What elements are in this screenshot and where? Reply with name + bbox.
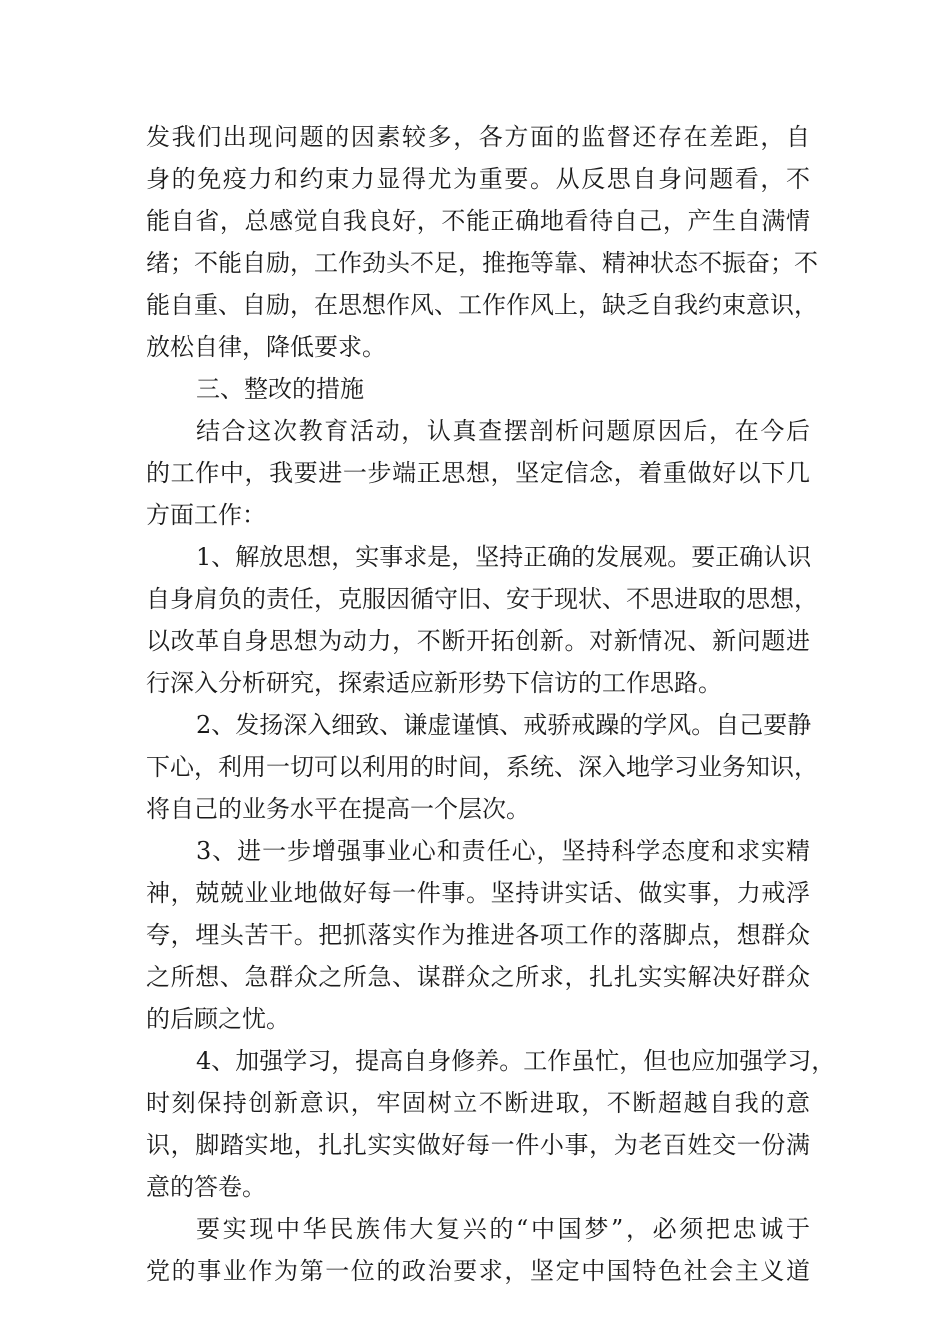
body-text	[146, 116, 836, 1292]
text-line: 绪；不能自励，工作劲头不足，推拖等靠、精神状态不振奋；不	[146, 249, 818, 277]
text-line: 能自重、自励，在思想作风、工作作风上，缺乏自我约束意识，	[146, 291, 818, 319]
text-line: 识，脚踏实地，扎扎实实做好每一件小事，为老百姓交一份满	[146, 1131, 810, 1159]
text-line: 的后顾之忧。	[146, 1005, 290, 1033]
text-line: 神，兢兢业业地做好每一件事。坚持讲实话、做实事，力戒浮	[146, 879, 810, 907]
text-line: 以改革自身思想为动力，不断开拓创新。对新情况、新问题进	[146, 627, 810, 655]
text-line: 4、加强学习，提高自身修养。工作虽忙，但也应加强学习，	[196, 1047, 836, 1075]
text-line: 夸，埋头苦干。把抓落实作为推进各项工作的落脚点，想群众	[146, 921, 810, 949]
text-line: 方面工作：	[146, 501, 266, 529]
text-line: 能自省，总感觉自我良好，不能正确地看待自己，产生自满情	[146, 207, 810, 235]
text-line: 之所想、急群众之所急、谋群众之所求，扎扎实实解决好群众	[146, 963, 810, 991]
text-line: 下心，利用一切可以利用的时间，系统、深入地学习业务知识，	[146, 753, 818, 781]
text-line: 3、进一步增强事业心和责任心，坚持科学态度和求实精	[196, 837, 810, 865]
text-line: 结合这次教育活动，认真查摆剖析问题原因后，在今后	[196, 417, 810, 445]
text-line: 身的免疫力和约束力显得尤为重要。从反思自身问题看，不	[146, 165, 810, 193]
text-line: 将自己的业务水平在提高一个层次。	[146, 795, 530, 823]
text-line: 1、解放思想，实事求是，坚持正确的发展观。要正确认识	[196, 543, 812, 571]
text-line: 2、发扬深入细致、谦虚谨慎、戒骄戒躁的学风。自己要静	[196, 711, 812, 739]
text-line: 发我们出现问题的因素较多，各方面的监督还存在差距，自	[146, 123, 810, 151]
text-line: 时刻保持创新意识，牢固树立不断进取，不断超越自我的意	[146, 1089, 810, 1117]
text-line: 行深入分析研究，探索适应新形势下信访的工作思路。	[146, 669, 722, 697]
text-line: 自身肩负的责任，克服因循守旧、安于现状、不思进取的思想，	[146, 585, 818, 613]
text-line: 意的答卷。	[146, 1173, 266, 1201]
section-heading: 三、整改的措施	[196, 375, 364, 403]
text-line: 要实现中华民族伟大复兴的“中国梦”，必须把忠诚于	[196, 1215, 810, 1243]
text-line: 的工作中，我要进一步端正思想，坚定信念，着重做好以下几	[146, 459, 810, 487]
text-line: 放松自律，降低要求。	[146, 333, 386, 361]
text-line: 党的事业作为第一位的政治要求，坚定中国特色社会主义道	[146, 1257, 810, 1285]
